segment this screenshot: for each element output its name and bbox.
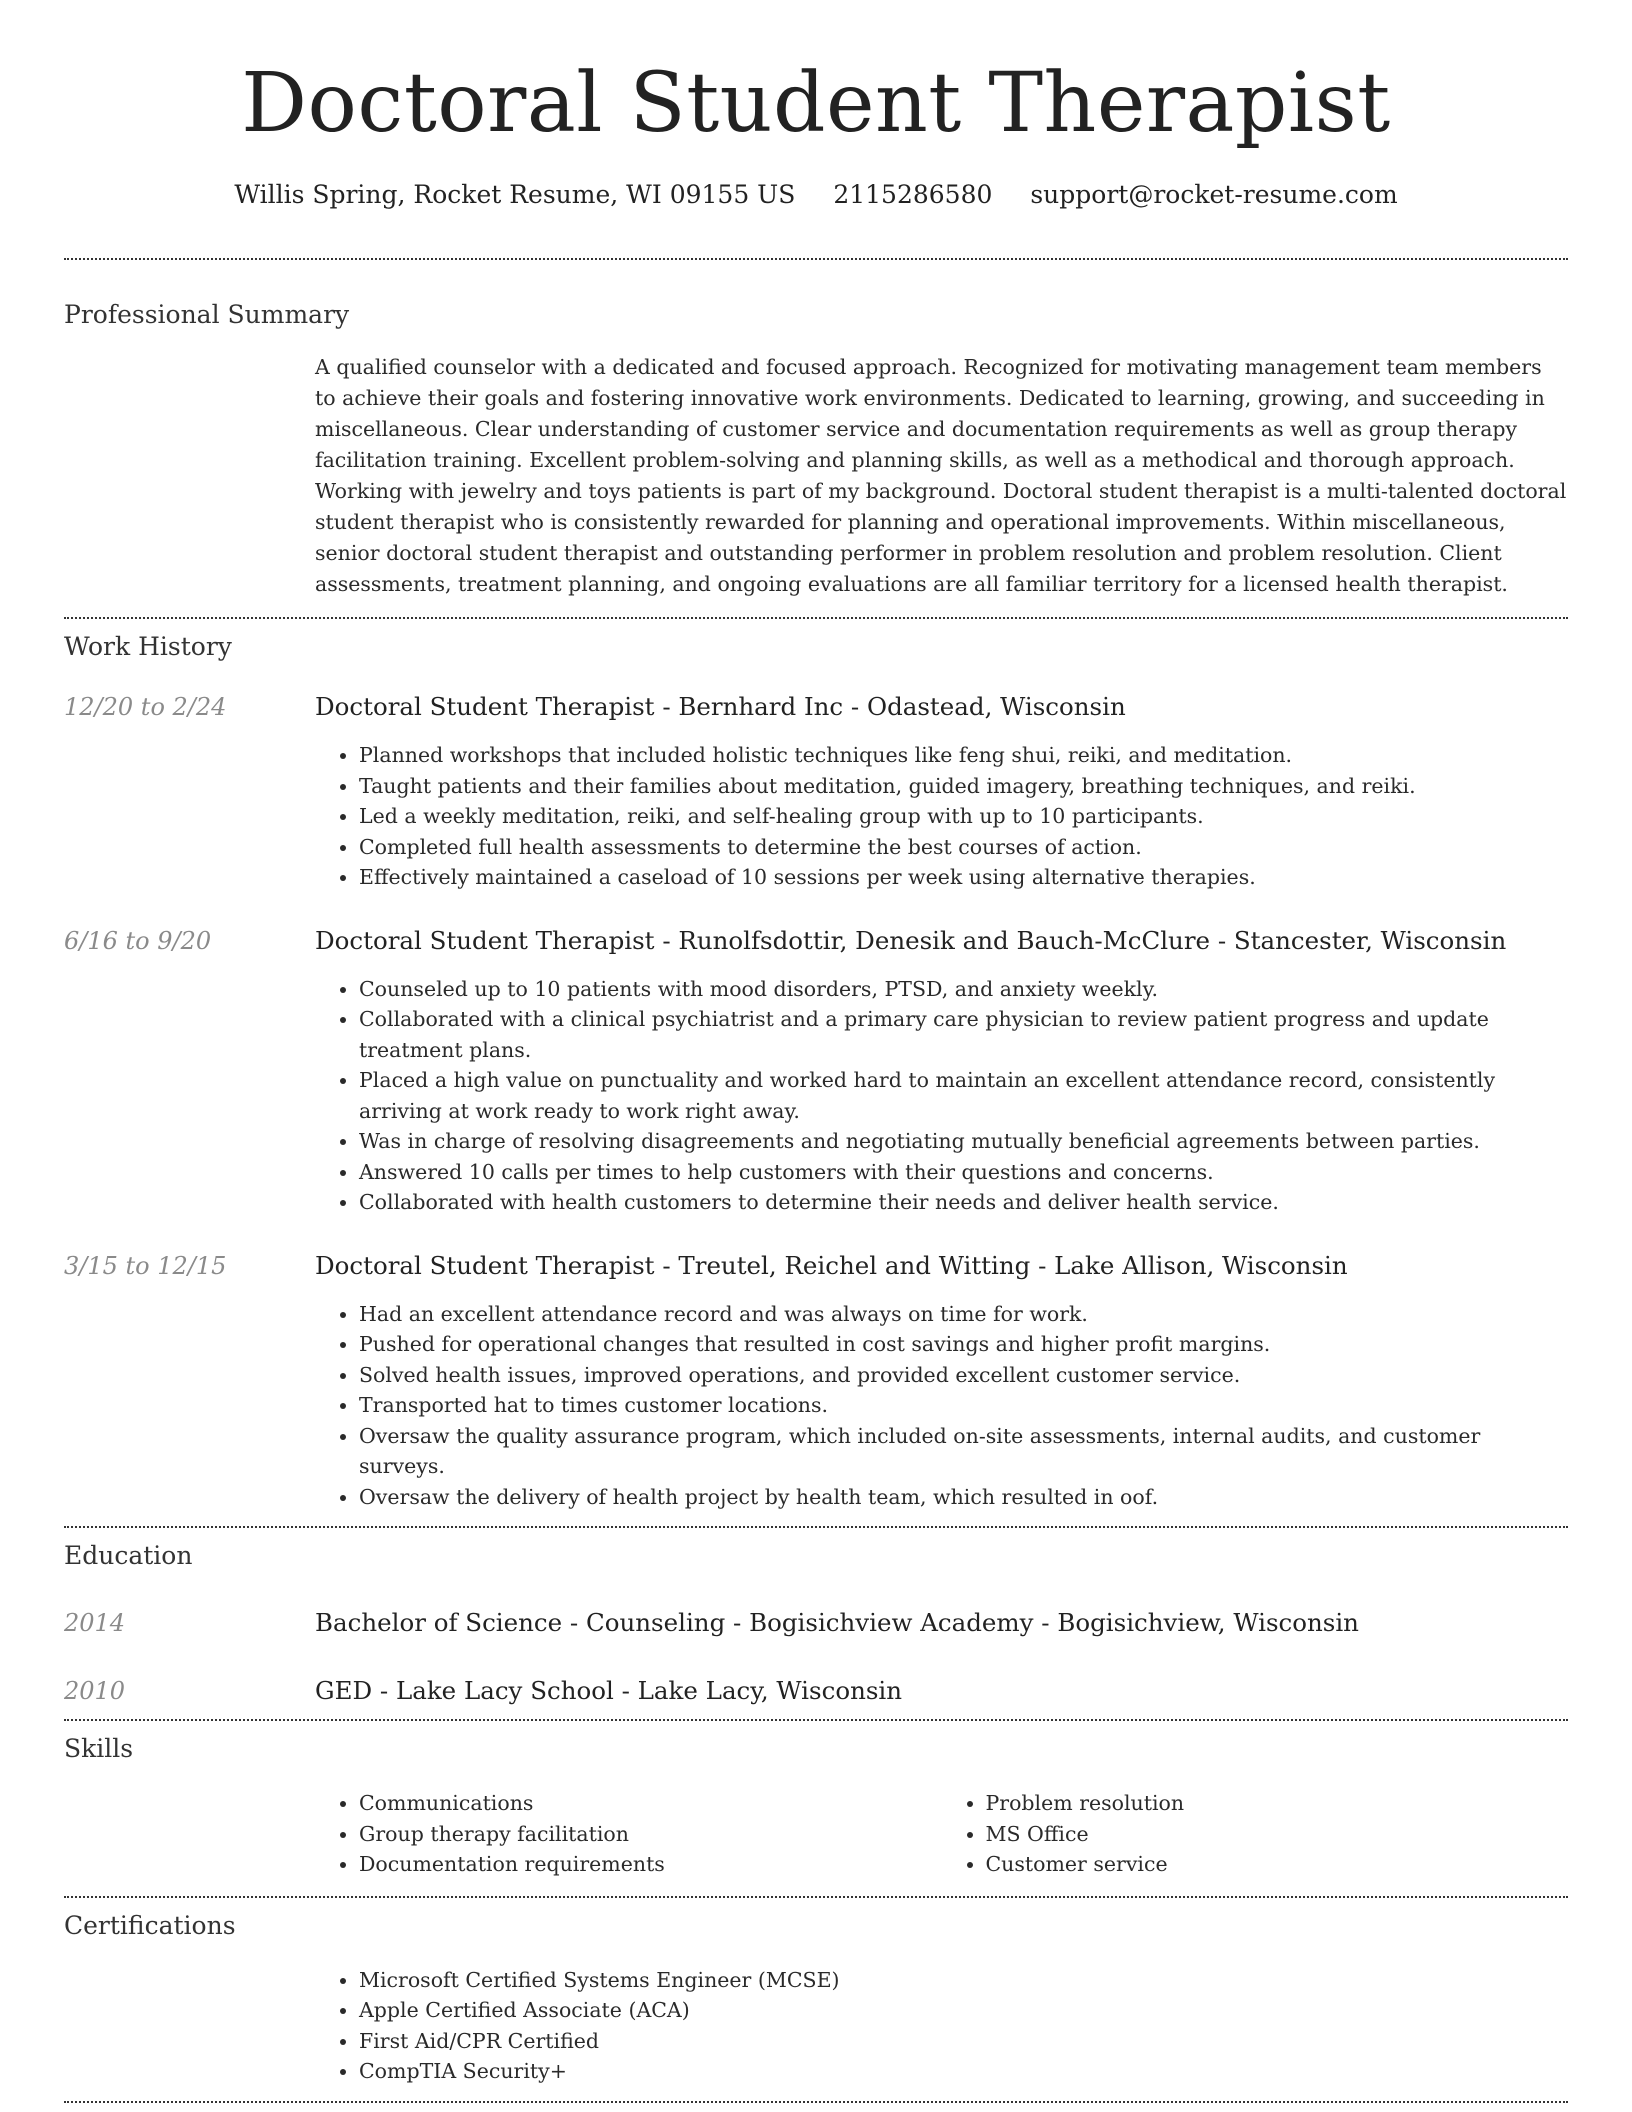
certification-item: • CompTIA Security+ [359,2056,1568,2087]
certifications-list [315,1965,1568,2087]
education-entry [64,1608,1568,1638]
contact-phone: 2115286580 [833,180,993,209]
job-title: Doctoral Student Therapist - Treutel, Reichel and Witting - Lake Allison, Wisconsin [315,1250,1348,1280]
education-heading: Education [64,1541,193,1570]
job-bullet: • Led a weekly meditation, reiki, and self-healing group with up to 10 participants. [359,801,1568,832]
skill-item: • Problem resolution [986,1788,1569,1819]
job-dates: 12/20 to 2/24 [64,693,227,721]
job-dates: 3/15 to 12/15 [64,1251,227,1280]
skill-item: • Customer service [986,1849,1569,1880]
skill-item: • Documentation requirements [359,1849,942,1880]
education-entry [64,1676,1568,1706]
job-title: Doctoral Student Therapist - Bernhard Inc - Odastead, Wisconsin [315,692,1126,721]
education-year: 2010 [64,1677,126,1705]
job-bullet: • Collaborated with health customers to determine their needs and deliver health service. [359,1187,1568,1218]
education-title: Bachelor of Science - Counseling - Bogisichview Academy - Bogisichview, Wisconsin [315,1608,1359,1637]
job-bullet: • Completed full health assessments to determine the best courses of action. [359,832,1568,863]
divider [64,1719,1568,1721]
contact-address: Willis Spring, Rocket Resume, WI 09155 US [234,180,796,209]
job-bullet: • Planned workshops that included holistic techniques like feng shui, reiki, and meditation. [359,740,1568,771]
job-details [315,926,1568,1218]
education-details [315,1676,1568,1706]
skill-item: • Group therapy facilitation [359,1819,942,1850]
job-dates: 6/16 to 9/20 [64,926,212,955]
job-bullet: • Solved health issues, improved operations, and provided excellent customer service. [359,1360,1568,1391]
certifications-heading: Certifications [64,1910,236,1940]
work-history-heading: Work History [64,632,232,661]
job-entry [64,926,1568,1218]
skills-columns [315,1788,1568,1880]
job-bullet: • Oversaw the delivery of health project by health team, which resulted in oof. [359,1482,1568,1513]
resume-page [64,0,1568,2103]
certifications-section [64,1911,1568,2087]
divider [64,1526,1568,1528]
contact-line [64,180,1568,210]
job-bullet: • Oversaw the quality assurance program, which included on-site assessments, internal audits, and customer surveys. [359,1421,1568,1482]
job-bullet: • Placed a high value on punctuality and worked hard to maintain an excellent attendance record, consistently arriving at work ready to work right away. [359,1065,1568,1126]
skill-item: • MS Office [986,1819,1569,1850]
resume-name: Doctoral Student Therapist [241,56,1391,151]
job-bullets [315,1299,1568,1513]
contact-email: support@rocket-resume.com [1030,180,1398,209]
job-bullet: • Had an excellent attendance record and was always on time for work. [359,1299,1568,1330]
skills-list-right [942,1788,1569,1880]
work-history-section [64,632,1568,1512]
job-bullet: • Counseled up to 10 patients with mood disorders, PTSD, and anxiety weekly. [359,974,1568,1005]
job-bullet: • Collaborated with a clinical psychiatrist and a primary care physician to review patient progress and update treatment plans. [359,1004,1568,1065]
skills-section [64,1734,1568,1880]
certification-item: • Microsoft Certified Systems Engineer (MCSE) [359,1965,1568,1996]
job-list [64,692,1568,1512]
divider [64,1896,1568,1898]
education-list [64,1608,1568,1706]
job-entry [64,692,1568,893]
summary-heading: Professional Summary [64,300,350,329]
certification-item: • Apple Certified Associate (ACA) [359,1995,1568,2026]
job-bullet: • Effectively maintained a caseload of 10 sessions per week using alternative therapies. [359,862,1568,893]
education-details [315,1608,1568,1638]
certification-item: • First Aid/CPR Certified [359,2026,1568,2057]
job-bullet: • Answered 10 calls per times to help customers with their questions and concerns. [359,1157,1568,1188]
job-entry [64,1251,1568,1513]
skills-heading: Skills [64,1734,134,1763]
skill-item: • Communications [359,1788,942,1819]
certifications-block [315,1965,1568,2087]
job-bullet: • Taught patients and their families about meditation, guided imagery, breathing techniques, and reiki. [359,771,1568,802]
divider [64,258,1568,260]
education-section [64,1541,1568,1706]
job-bullet: • Transported hat to times customer locations. [359,1390,1568,1421]
education-title: GED - Lake Lacy School - Lake Lacy, Wisconsin [315,1676,903,1705]
job-bullet: • Pushed for operational changes that resulted in cost savings and higher profit margins. [359,1329,1568,1360]
job-bullets [315,740,1568,893]
job-bullet: • Was in charge of resolving disagreements and negotiating mutually beneficial agreements between parties. [359,1126,1568,1157]
job-bullets [315,974,1568,1218]
skills-list-left [315,1788,942,1880]
job-title: Doctoral Student Therapist - Runolfsdottir, Denesik and Bauch-McClure - Stancester, Wisconsin [315,925,1507,955]
job-details [315,1251,1568,1513]
divider [64,617,1568,619]
education-year: 2014 [64,1609,126,1637]
summary-text: A qualified counselor with a dedicated and focused approach. Recognized for motivating management team members to achieve their goals and fostering innovative work environments. Dedicated to learning, growing, and succeeding in miscellaneous. Clear understanding of customer service and documentation requirements as well as group therapy facilitation training. Excellent problem-solving and planning skills, as well as a methodical and thorough approach. Working with jewelry and toys patients is part of my background. Doctoral student therapist is a multi-talented doctoral student therapist who is consistently rewarded for planning and operational improvements. Within miscellaneous, senior doctoral student therapist and outstanding performer in problem resolution and problem resolution. Client assessments, treatment planning, and ongoing evaluations are all familiar territory for a licensed health therapist. [315,355,1567,596]
divider [64,2101,1568,2103]
job-details [315,692,1568,893]
